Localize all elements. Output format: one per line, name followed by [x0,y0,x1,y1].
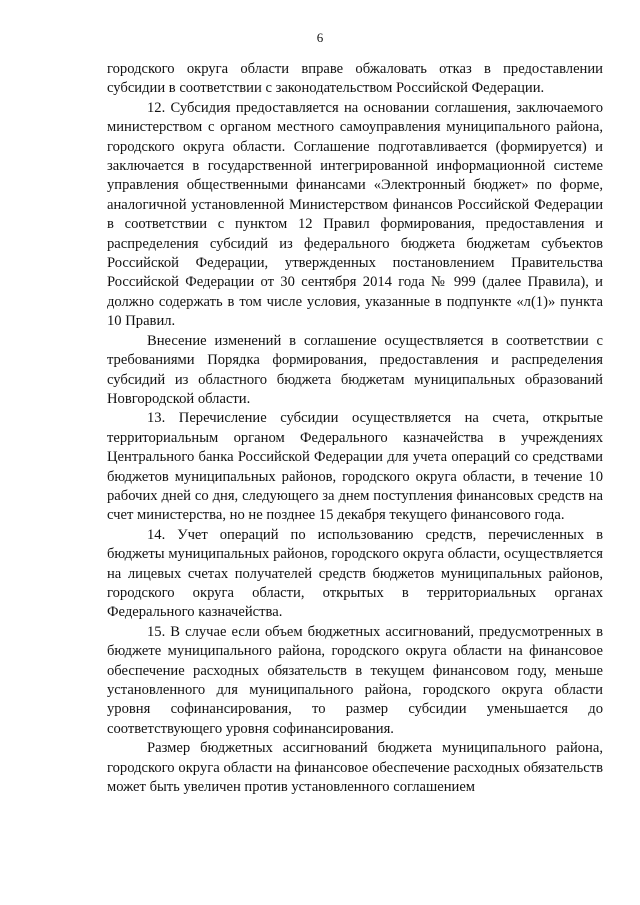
paragraph-clause-15: 15. В случае если объем бюджетных ассигнований, предусмотренных в бюджете муниципального района, городского округа области на финансовое обеспечение расходных обязательств в текущем финансовом году, меньше установленного для муниципального района, городского округа области уровня софинансирования, то размер субсидии уменьшается до соответствующего уровня софинансирования. [107,623,603,737]
paragraph-amendments: Внесение изменений в соглашение осуществляется в соответствии с требованиями Порядка формирования, предоставления и распределения субсидий из областного бюджета бюджетам муниципальных образований Новгородской области. [107,332,603,407]
paragraph-budget-size: Размер бюджетных ассигнований бюджета муниципального района, городского округа области на финансовое обеспечение расходных обязательств может быть увеличен против установленного соглашением [107,740,603,796]
page-number: 6 [316,30,324,45]
document-body [107,60,603,797]
paragraph-clause-12: 12. Субсидия предоставляется на основании соглашения, заключаемого министерством с органом местного самоуправления муниципального района, городского округа области. Соглашение подготавливается (формируется) и заключается в государственной интегрированной информационной системе управления общественными финансами «Электронный бюджет» по форме, аналогичной установленной Министерством финансов Российской Федерации в соответствии с пунктом 12 Правил формирования, предоставления и распределения субсидий из федерального бюджета бюджетам субъектов Российской Федерации, утвержденных постановлением Правительства Российской Федерации от 30 сентября 2014 года № 999 (далее Правила), и должно содержать в том числе условия, указанные в подпункте «л(1)» пункта 10 Правил. [107,99,603,330]
paragraph-clause-14: 14. Учет операций по использованию средств, перечисленных в бюджеты муниципальных районов, городского округа области, осуществляется на лицевых счетах получателей средств бюджетов муниципальных районов, городского округа области, открытых в территориальных органах Федерального казначейства. [107,526,603,621]
paragraph-clause-13: 13. Перечисление субсидии осуществляется на счета, открытые территориальным органом Федерального казначейства в учреждениях Центрального банка Российской Федерации для учета операций со средствами бюджетов муниципальных районов, городского округа области, в течение 10 рабочих дней со дня, следующего за днем поступления финансовых средств на счет министерства, но не позднее 15 декабря текущего финансового года. [107,410,603,524]
paragraph-continuation: городского округа области вправе обжаловать отказ в предоставлении субсидии в соответствии с законодательством Российской Федерации. [107,61,603,97]
